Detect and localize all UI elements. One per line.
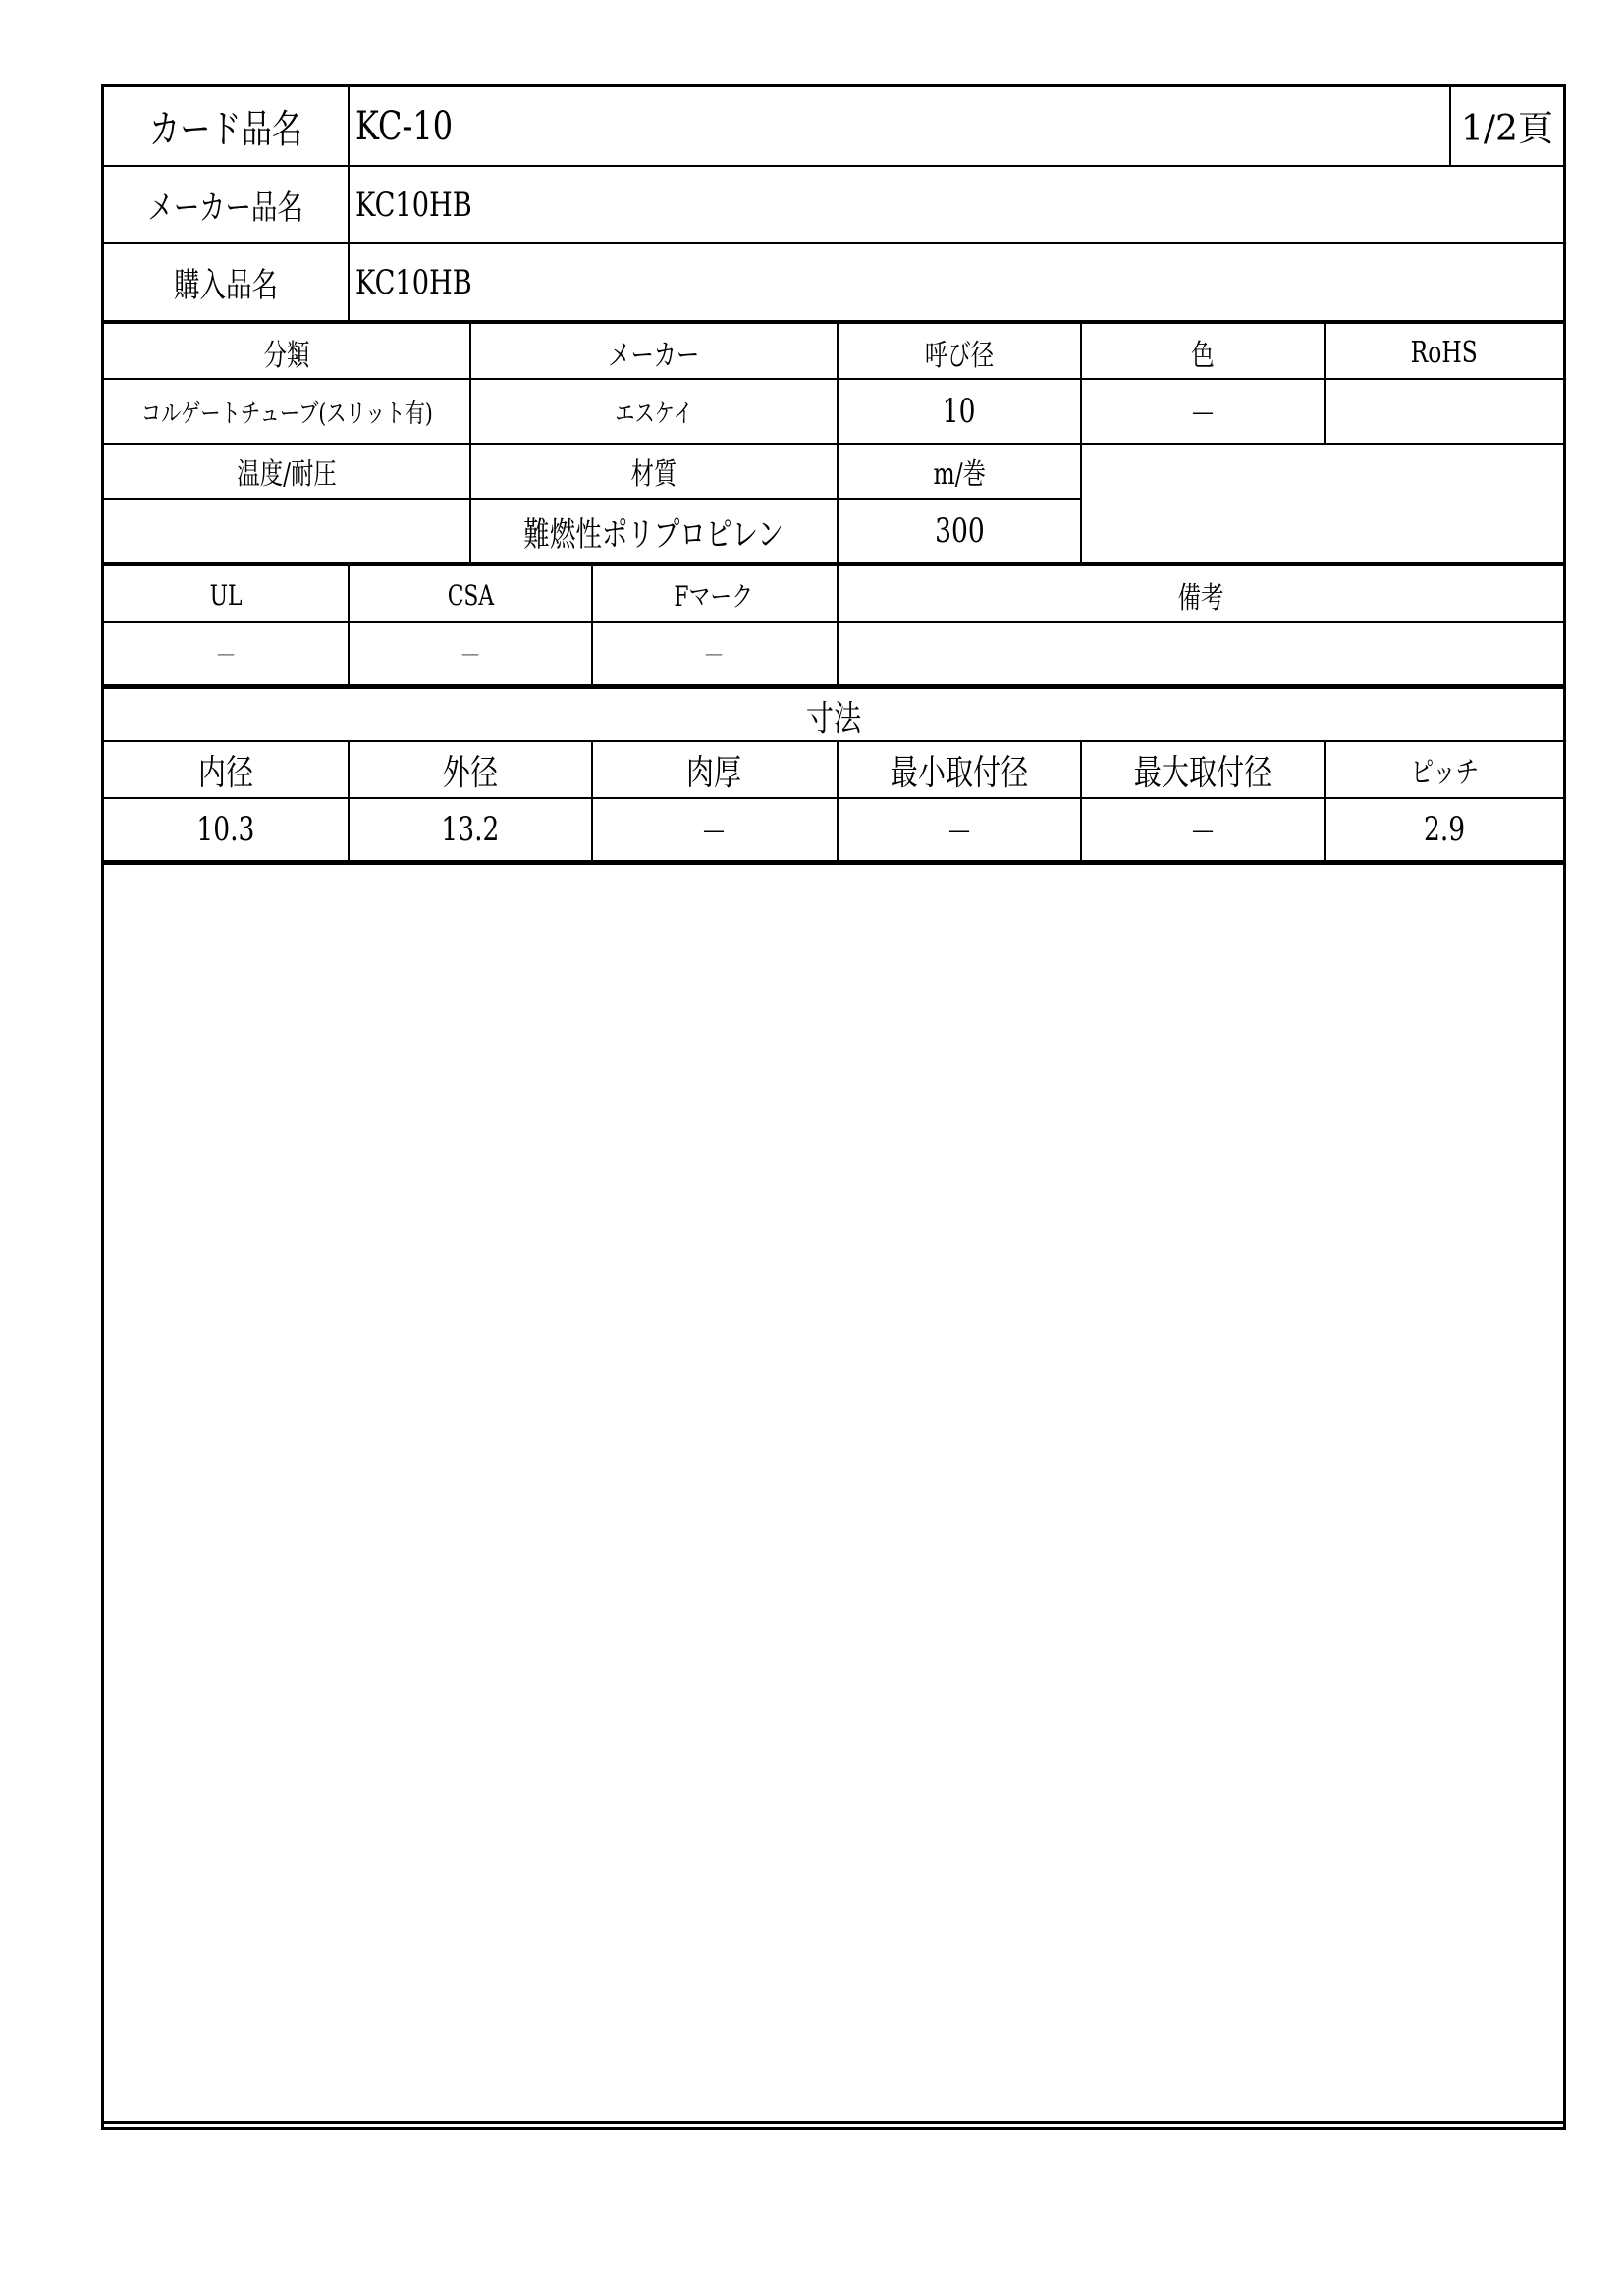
maker-label: メーカー [608, 339, 700, 373]
temp-pressure-value [104, 500, 469, 562]
purchase-name-label: 購入品名 [173, 266, 279, 305]
purchase-name-value: KC10HB [355, 262, 472, 302]
rohs-label: RoHS [1410, 335, 1479, 370]
drawing-area [104, 865, 1563, 2121]
ul-label: UL [209, 578, 243, 612]
remarks-label: 備考 [1177, 581, 1224, 615]
card-name-value: KC-10 [355, 103, 454, 149]
card-name-label: カード品名 [149, 107, 302, 152]
meters-per-roll-label: m/巻 [933, 457, 986, 492]
category-label: 分類 [263, 339, 310, 373]
pitch-value: 2.9 [1423, 810, 1466, 849]
pitch-label: ピッチ [1410, 756, 1479, 790]
f-mark-label: Fマーク [674, 580, 754, 613]
material-value: 難燃性ポリプロピレン [523, 514, 785, 555]
max-mount-diameter-value: － [1189, 813, 1217, 853]
spec-sheet [101, 84, 1566, 2130]
meters-per-roll-value: 300 [934, 511, 985, 551]
csa-value: － [460, 639, 481, 671]
f-mark-value: － [703, 639, 725, 671]
color-label: 色 [1191, 339, 1215, 373]
category-value: コルゲートチューブ(スリット有) [140, 399, 433, 429]
page-indicator: 1/2頁 [1461, 109, 1553, 149]
wall-thickness-value: － [700, 813, 728, 853]
rohs-value [1326, 380, 1563, 443]
ul-value: － [215, 639, 237, 671]
nominal-size-label: 呼び径 [924, 339, 995, 373]
csa-label: CSA [447, 578, 494, 612]
maker-name-label: メーカー品名 [147, 188, 304, 228]
maker-name-value: KC10HB [355, 185, 472, 225]
temp-pressure-label: 温度/耐圧 [237, 457, 337, 492]
min-mount-diameter-label: 最小取付径 [890, 752, 1029, 793]
nominal-size-value: 10 [943, 392, 976, 431]
maker-value: エスケイ [615, 399, 693, 429]
min-mount-diameter-value: － [946, 813, 973, 853]
inner-diameter-label: 内径 [197, 752, 254, 793]
max-mount-diameter-label: 最大取付径 [1133, 752, 1272, 793]
wall-thickness-label: 肉厚 [685, 752, 742, 793]
outer-diameter-label: 外径 [442, 752, 499, 793]
remarks-value [839, 623, 1563, 684]
dimensions-title: 寸法 [805, 698, 862, 739]
color-value: － [1189, 395, 1217, 435]
outer-diameter-value: 13.2 [441, 810, 500, 849]
material-label: 材質 [630, 457, 677, 492]
inner-diameter-value: 10.3 [196, 810, 255, 849]
